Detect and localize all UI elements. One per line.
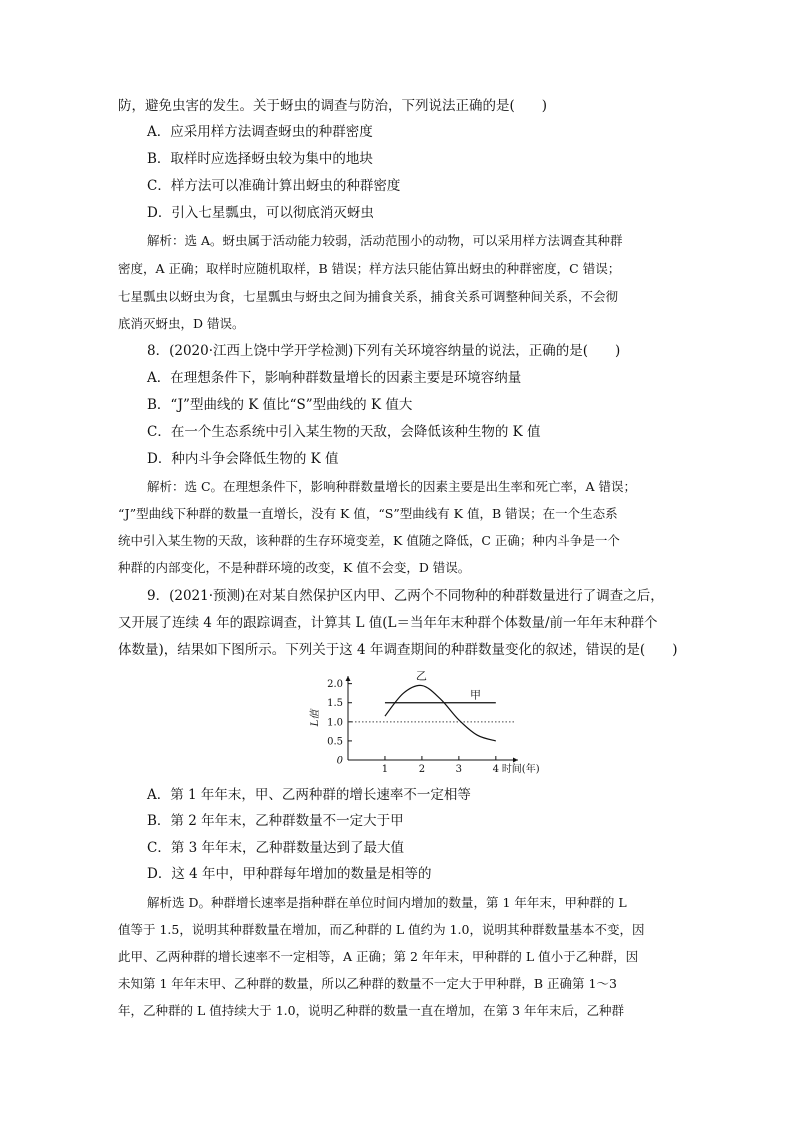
question-7-explanation: 底消灭蚜虫，D 错误。 — [118, 316, 245, 331]
question-7-explanation: 密度，A 正确；取样时应随机取样，B 错误；样方法只能估算出蚜虫的种群密度，C 错误； — [118, 261, 621, 276]
question-9-stem: 9．(2021·预测)在对某自然保护区内甲、乙两个不同物种的种群数量进行了调查之后， — [147, 588, 664, 604]
x-tick-label: 4 — [492, 764, 500, 775]
l-value-chart — [300, 668, 540, 780]
question-9-explanation: 年，乙种群的 L 值持续大于 1.0，说明乙种群的数量一直在增加，在第 3 年年末后，乙种群 — [118, 1003, 625, 1018]
question-9-explanation: 未知第 1 年年末甲、乙种群的数量，所以乙种群的数量不一定大于甲种群，B 正确第 1～3 — [118, 976, 617, 991]
question-9-explanation: 解析选 D。种群增长速率是指种群在单位时间内增加的数量，第 1 年年末，甲种群的 L — [147, 895, 627, 910]
question-7-option-b: B．取样时应选择蚜虫较为集中的地块 — [147, 151, 373, 167]
x-axis-label: 时间(年) — [501, 764, 540, 775]
y-axis-label: L值 — [310, 709, 321, 727]
question-8-stem: 8．(2020·江西上饶中学开学检测)下列有关环境容纳量的说法，正确的是( ) — [147, 343, 621, 359]
question-7-option-a: A．应采用样方法调查蚜虫的种群密度 — [147, 124, 373, 140]
y-tick-label: 0.5 — [327, 736, 343, 748]
question-9-explanation: 值等于 1.5，说明其种群数量在增加，而乙种群的 L 值约为 1.0，说明其种群数量基本不变，因 — [118, 922, 645, 937]
question-9-option-b: B．第 2 年年末，乙种群数量不一定大于甲 — [147, 813, 404, 829]
question-8-option-a: A．在理想条件下，影响种群数量增长的因素主要是环境容纳量 — [147, 370, 522, 386]
question-7-option-c: C．样方法可以准确计算出蚜虫的种群密度 — [147, 178, 401, 194]
question-8-explanation: 种群的内部变化，不是种群环境的改变，K 值不会变，D 错误。 — [118, 560, 471, 575]
x-tick-label: 1 — [381, 764, 389, 775]
question-7-explanation: 七星瓢虫以蚜虫为食，七星瓢虫与蚜虫之间为捕食关系，捕食关系可调整种间关系，不会彻 — [118, 289, 619, 304]
question-8-option-c: C．在一个生态系统中引入某生物的天敌，会降低该种生物的 K 值 — [147, 424, 541, 440]
question-8-explanation: “J”型曲线下种群的数量一直增长，没有 K 值，“S”型曲线有 K 值，B 错误；在一个生态系 — [118, 506, 618, 521]
question-9-option-a: A．第 1 年年末，甲、乙两种群的增长速率不一定相等 — [147, 787, 471, 803]
question-7-stem-tail: 防，避免虫害的发生。关于蚜虫的调查与防治，下列说法正确的是( ) — [118, 98, 548, 114]
question-8-explanation: 解析：选 C。在理想条件下，影响种群数量增长的因素主要是出生率和死亡率，A 错误； — [147, 479, 637, 494]
y-axis-arrow-icon — [346, 676, 351, 681]
y-tick-label: 2.0 — [327, 679, 343, 691]
question-9-stem: 又开展了连续 4 年的跟踪调查，计算其 L 值(L＝当年年末种群个体数量/前一年年末种群个 — [118, 615, 658, 631]
y-tick-label: 0 — [336, 755, 343, 767]
question-9-stem: 体数量)，结果如下图所示。下列关于这 4 年调查期间的种群数量变化的叙述，错误的是( ) — [118, 642, 678, 658]
series-yi-label: 乙 — [415, 669, 427, 683]
x-tick-label: 3 — [455, 764, 463, 775]
y-tick-label: 1.0 — [327, 717, 343, 729]
x-axis-arrow-icon — [513, 758, 518, 763]
question-9-option-c: C．第 3 年年末，乙种群数量达到了最大值 — [147, 840, 405, 856]
series-jia-label: 甲 — [469, 688, 481, 702]
question-9-explanation: 此甲、乙两种群的增长速率不一定相等，A 正确；第 2 年年末，甲种群的 L 值小于乙种群，因 — [118, 949, 639, 964]
question-7-explanation: 解析：选 A。蚜虫属于活动能力较弱，活动范围小的动物，可以采用样方法调查其种群 — [147, 233, 623, 248]
question-9-option-d: D．这 4 年中，甲种群每年增加的数量是相等的 — [147, 866, 432, 882]
y-tick-label: 1.5 — [327, 698, 343, 710]
question-8-option-d: D．种内斗争会降低生物的 K 值 — [147, 451, 339, 467]
question-7-option-d: D．引入七星瓢虫，可以彻底消灭蚜虫 — [147, 205, 374, 221]
question-8-option-b: B．“J”型曲线的 K 值比“S”型曲线的 K 值大 — [147, 397, 413, 413]
x-tick-label: 2 — [418, 764, 426, 775]
question-8-explanation: 统中引入某生物的天敌，该种群的生存环境变差，K 值随之降低，C 正确；种内斗争是一个 — [118, 533, 620, 548]
